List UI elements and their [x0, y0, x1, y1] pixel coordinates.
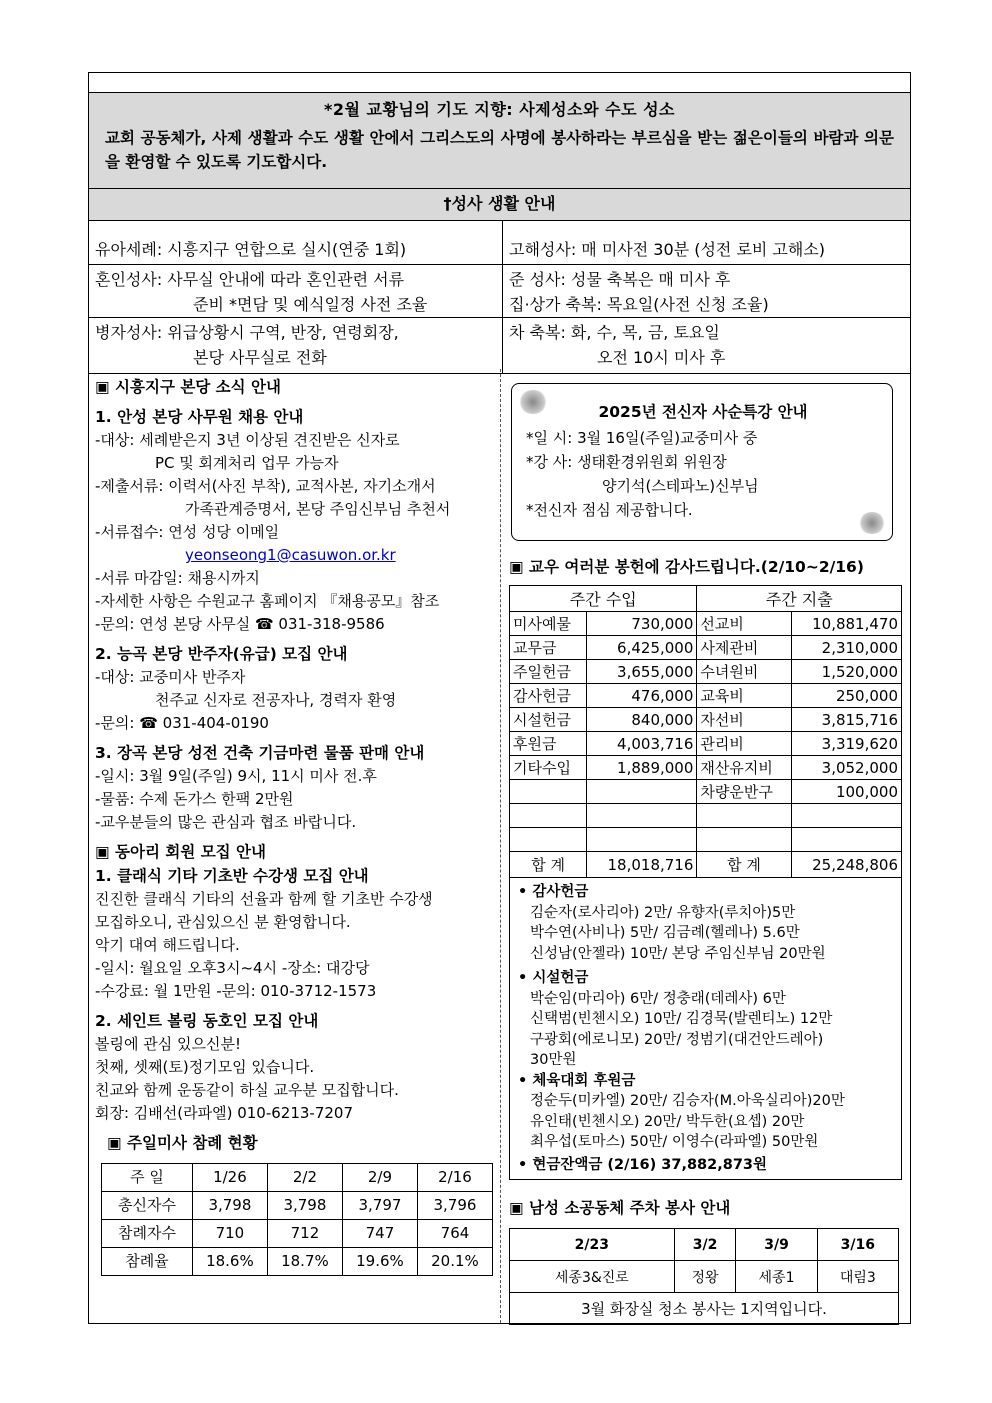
donation-line: 구광회(에로니모) 20만/ 정범기(대건안드레아)	[530, 1031, 824, 1048]
table-cell: 730,000	[587, 612, 697, 636]
blessing-line-1: 준 성사: 성물 축복은 매 미사 후	[509, 270, 731, 289]
table-cell: 3,798	[267, 1192, 342, 1220]
sports-head: • 체육대회 후원금	[518, 1072, 636, 1089]
news-item1-line: -대상: 세례받은지 3년 이상된 견진받은 신자로	[95, 431, 400, 449]
table-cell: 감사헌금	[510, 684, 587, 708]
table-cell: 3,655,000	[587, 660, 697, 684]
table-cell: 사제관비	[697, 636, 791, 660]
lecture-line: 양기석(스테파노)신부님	[602, 477, 759, 495]
lecture-line: *일 시: 3월 16일(주일)교중미사 중	[526, 429, 758, 447]
news-item1-line: -서류접수: 연성 성당 이메일	[95, 523, 280, 541]
table-cell: 1,889,000	[587, 756, 697, 780]
sick-line-1: 병자성사: 위급상황시 구역, 반장, 연령회장,	[95, 323, 399, 342]
table-row	[510, 612, 902, 636]
table-cell: 18.7%	[267, 1248, 342, 1276]
table-cell: 세종3&진로	[510, 1261, 675, 1293]
clubs-section-title: ▣ 동아리 회원 모집 안내	[95, 843, 266, 861]
news-section-title: ▣ 시흥지구 본당 소식 안내	[95, 378, 281, 396]
facility-head: • 시설헌금	[518, 970, 589, 986]
table-cell: 차량운반구	[697, 780, 791, 804]
table-cell: 747	[342, 1220, 417, 1248]
confession-info: 고해성사: 매 미사전 30분 (성전 로비 고해소)	[502, 221, 910, 265]
table-row	[102, 1192, 493, 1220]
donation-line: 박수연(사비나) 5만/ 김금례(헬레나) 5.6만	[530, 925, 800, 941]
table-header-cell: 1/26	[192, 1164, 267, 1192]
table-cell	[587, 828, 697, 852]
car-line-2: 오전 10시 미사 후	[597, 348, 726, 367]
table-cell: 주일헌금	[510, 660, 587, 684]
clubs-item2-head: 2. 세인트 볼링 동호인 모집 안내	[95, 1012, 319, 1030]
donation-line: 박순임(마리아) 6만/ 정충래(데레사) 6만	[530, 990, 786, 1007]
table-row	[102, 1220, 493, 1248]
table-cell: 3,797	[342, 1192, 417, 1220]
table-cell: 710	[192, 1220, 267, 1248]
baptism-info: 유아세례: 시흥지구 연합으로 실시(연중 1회)	[89, 221, 502, 265]
table-cell: 3,796	[417, 1192, 492, 1220]
clubs-item1-line: 진진한 클래식 기타의 선율과 함께 할 기초반 수강생	[95, 890, 433, 908]
parking-service-table	[509, 1228, 899, 1325]
decorative-dot-icon	[858, 512, 886, 534]
table-cell: 선교비	[697, 612, 791, 636]
marriage-info	[89, 265, 502, 318]
donations-box	[509, 878, 902, 1180]
table-row	[510, 636, 902, 660]
table-cell: 250,000	[791, 684, 901, 708]
cash-balance: • 현금잔액금 (2/16) 37,882,873원	[518, 1156, 768, 1173]
news-item1-line: -문의: 연성 본당 사무실 ☎ 031-318-9586	[95, 615, 385, 633]
table-cell: 재산유지비	[697, 756, 791, 780]
clubs-item2-line: 친교와 함께 운동같이 하실 교우분 모집합니다.	[95, 1081, 399, 1099]
car-blessing-info	[502, 318, 910, 373]
thanks-head: • 감사헌금	[518, 884, 589, 900]
left-column	[89, 369, 501, 1323]
donation-line: 최우섭(토마스) 50만/ 이영수(라파엘) 50만원	[530, 1134, 819, 1150]
table-row	[102, 1248, 493, 1276]
news-item1-head: 1. 안성 본당 사무원 채용 안내	[95, 408, 304, 426]
sacraments-grid	[89, 221, 910, 374]
blessing-info	[502, 265, 910, 318]
table-header-cell: 2/9	[342, 1164, 417, 1192]
table-cell: 3,319,620	[791, 732, 901, 756]
table-row	[510, 660, 902, 684]
table-row	[510, 732, 902, 756]
decorative-dot-icon	[518, 390, 548, 414]
table-cell: 수녀원비	[697, 660, 791, 684]
table-cell: 대림3	[817, 1261, 898, 1293]
table-cell: 시설헌금	[510, 708, 587, 732]
clubs-item1-head: 1. 클래식 기타 기초반 수강생 모집 안내	[95, 867, 369, 885]
table-cell	[587, 780, 697, 804]
donation-line: 신택범(빈첸시오) 10만/ 김경묵(발렌티노) 12만	[530, 1011, 833, 1027]
table-row	[510, 708, 902, 732]
news-item3-line: -일시: 3월 9일(주일) 9시, 11시 미사 전.후	[95, 767, 377, 785]
prayer-title: *2월 교황님의 기도 지향: 사제성소와 수도 성소	[323, 100, 676, 119]
news-item2-line: 천주교 신자로 전공자나, 경력자 환영	[155, 691, 397, 709]
prayer-body: 교회 공동체가, 사제 생활과 수도 생활 안에서 그리스도의 사명에 봉사하라는 부르심을 받는 젊은이들의 바람과 의문을 환영할 수 있도록 기도합시다.	[105, 129, 894, 171]
table-cell: 참례자수	[102, 1220, 193, 1248]
table-cell: 총신자수	[102, 1192, 193, 1220]
clubs-item2-line: 볼링에 관심 있으신분!	[95, 1035, 241, 1053]
bulletin-page	[88, 72, 911, 1324]
marriage-line-1: 혼인성사: 사무실 안내에 따라 혼인관련 서류	[95, 270, 405, 289]
table-cell	[510, 780, 587, 804]
table-header-cell: 2/2	[267, 1164, 342, 1192]
news-item1-line: -제출서류: 이력서(사진 부착), 교적사본, 자기소개서	[95, 477, 436, 495]
top-strip	[89, 73, 910, 93]
table-cell	[510, 804, 587, 828]
email-link[interactable]: yeonseong1@casuwon.or.kr	[185, 546, 396, 564]
table-row	[510, 1293, 899, 1325]
service-note: 3월 화장실 청소 봉사는 1지역입니다.	[510, 1293, 899, 1325]
clubs-item1-line: 악기 대여 해드립니다.	[95, 936, 240, 954]
table-cell: 후원금	[510, 732, 587, 756]
table-row	[510, 780, 902, 804]
news-item1-line: PC 및 회계처리 업무 가능자	[155, 454, 339, 472]
table-cell	[510, 828, 587, 852]
lecture-title: 2025년 전신자 사순특강 안내	[598, 403, 808, 421]
table-row	[510, 1229, 899, 1261]
news-item2-line: -문의: ☎ 031-404-0190	[95, 714, 269, 732]
table-row	[510, 828, 902, 852]
table-cell: 10,881,470	[791, 612, 901, 636]
news-item3-line: -교우분들의 많은 관심과 협조 바랍니다.	[95, 813, 357, 831]
total-label: 합 계	[510, 852, 587, 878]
table-row	[510, 804, 902, 828]
table-cell	[791, 804, 901, 828]
donation-line: 정순두(미카엘) 20만/ 김승자(M.아욱실리아)20만	[530, 1093, 845, 1109]
income-header: 주간 수입	[510, 586, 697, 612]
table-cell: 세종1	[736, 1261, 817, 1293]
table-cell: 3,798	[192, 1192, 267, 1220]
finance-table	[509, 585, 902, 878]
table-header-cell: 주 일	[102, 1164, 193, 1192]
table-cell: 764	[417, 1220, 492, 1248]
donation-line: 신성남(안젤라) 10만/ 본당 주임신부님 20만원	[530, 945, 826, 962]
table-header-cell: 2/16	[417, 1164, 492, 1192]
table-cell: 1,520,000	[791, 660, 901, 684]
news-item2-line: -대상: 교중미사 반주자	[95, 668, 246, 686]
table-cell: 3,815,716	[791, 708, 901, 732]
two-column-body	[89, 369, 910, 1323]
service-title: ▣ 남성 소공동체 주차 봉사 안내	[509, 1199, 731, 1217]
marriage-line-2: 준비 *면담 및 예식일정 사전 조율	[193, 295, 428, 314]
table-cell: 18.6%	[192, 1248, 267, 1276]
table-row	[510, 1261, 899, 1293]
news-item1-line: 가족관계증명서, 본당 주임신부님 추천서	[185, 500, 451, 518]
lecture-line: *전신자 점심 제공합니다.	[526, 501, 693, 519]
table-cell	[587, 804, 697, 828]
table-row	[510, 756, 902, 780]
attendance-title: ▣ 주일미사 참례 현황	[107, 1134, 258, 1152]
table-row	[510, 684, 902, 708]
table-cell: 712	[267, 1220, 342, 1248]
news-item3-line: -물품: 수제 돈가스 한팩 2만원	[95, 790, 294, 808]
table-cell	[697, 828, 791, 852]
sick-line-2: 본당 사무실로 전화	[193, 348, 327, 367]
donation-line: 김순자(로사리아) 2만/ 유향자(루치아)5만	[530, 904, 796, 921]
clubs-item1-line: 모집하오니, 관심있으신 분 환영합니다.	[95, 913, 351, 931]
table-cell: 미사예물	[510, 612, 587, 636]
table-cell: 4,003,716	[587, 732, 697, 756]
table-header-cell: 2/23	[510, 1229, 675, 1261]
news-item1-line: -자세한 사항은 수원교구 홈페이지 『채용공모』참조	[95, 592, 440, 610]
lenten-lecture-box	[511, 383, 893, 541]
attendance-table	[101, 1163, 493, 1276]
table-cell	[791, 828, 901, 852]
table-cell: 자선비	[697, 708, 791, 732]
prayer-intention-box	[89, 93, 910, 189]
news-item2-head: 2. 능곡 본당 반주자(유급) 모집 안내	[95, 645, 348, 663]
finance-title: ▣ 교우 여러분 봉헌에 감사드립니다.(2/10~2/16)	[509, 558, 864, 576]
table-cell: 정왕	[674, 1261, 736, 1293]
table-cell: 참례율	[102, 1248, 193, 1276]
table-cell: 기타수입	[510, 756, 587, 780]
table-cell: 교육비	[697, 684, 791, 708]
table-cell: 100,000	[791, 780, 901, 804]
table-cell: 20.1%	[417, 1248, 492, 1276]
clubs-item1-line: -일시: 월요일 오후3시~4시 -장소: 대강당	[95, 959, 370, 977]
clubs-item1-line: -수강료: 월 1만원 -문의: 010-3712-1573	[95, 982, 377, 1000]
table-header-cell: 3/2	[674, 1229, 736, 1261]
table-cell: 19.6%	[342, 1248, 417, 1276]
clubs-item2-line: 첫째, 셋째(토)정기모임 있습니다.	[95, 1058, 315, 1076]
table-cell: 교무금	[510, 636, 587, 660]
table-cell: 3,052,000	[791, 756, 901, 780]
table-cell: 관리비	[697, 732, 791, 756]
news-item1-line: -서류 마감일: 채용시까지	[95, 569, 260, 587]
table-cell: 840,000	[587, 708, 697, 732]
donation-line: 30만원	[530, 1052, 577, 1068]
table-row	[102, 1164, 493, 1192]
lecture-line: *강 사: 생태환경위원회 위원장	[526, 453, 727, 471]
news-item3-head: 3. 장곡 본당 성전 건축 기금마련 물품 판매 안내	[95, 744, 425, 762]
total-label: 합 계	[697, 852, 791, 878]
table-row	[510, 852, 902, 878]
sacraments-title: †성사 생활 안내	[89, 189, 910, 221]
sick-info	[89, 318, 502, 373]
right-column	[501, 369, 910, 1323]
clubs-item2-line: 회장: 김배선(라파엘) 010-6213-7207	[95, 1104, 354, 1122]
table-header-cell: 3/16	[817, 1229, 898, 1261]
car-line-1: 차 축복: 화, 수, 목, 금, 토요일	[509, 323, 720, 342]
expense-header: 주간 지출	[697, 586, 902, 612]
total-income: 18,018,716	[587, 852, 697, 878]
total-expense: 25,248,806	[791, 852, 901, 878]
table-cell: 2,310,000	[791, 636, 901, 660]
blessing-line-2: 집·상가 축복: 목요일(사전 신청 조율)	[509, 295, 769, 314]
table-header-cell: 3/9	[736, 1229, 817, 1261]
donation-line: 유인태(빈첸시오) 20만/ 박두한(요셉) 20만	[530, 1113, 805, 1130]
table-cell	[697, 804, 791, 828]
table-cell: 6,425,000	[587, 636, 697, 660]
table-cell: 476,000	[587, 684, 697, 708]
table-row	[510, 586, 902, 612]
